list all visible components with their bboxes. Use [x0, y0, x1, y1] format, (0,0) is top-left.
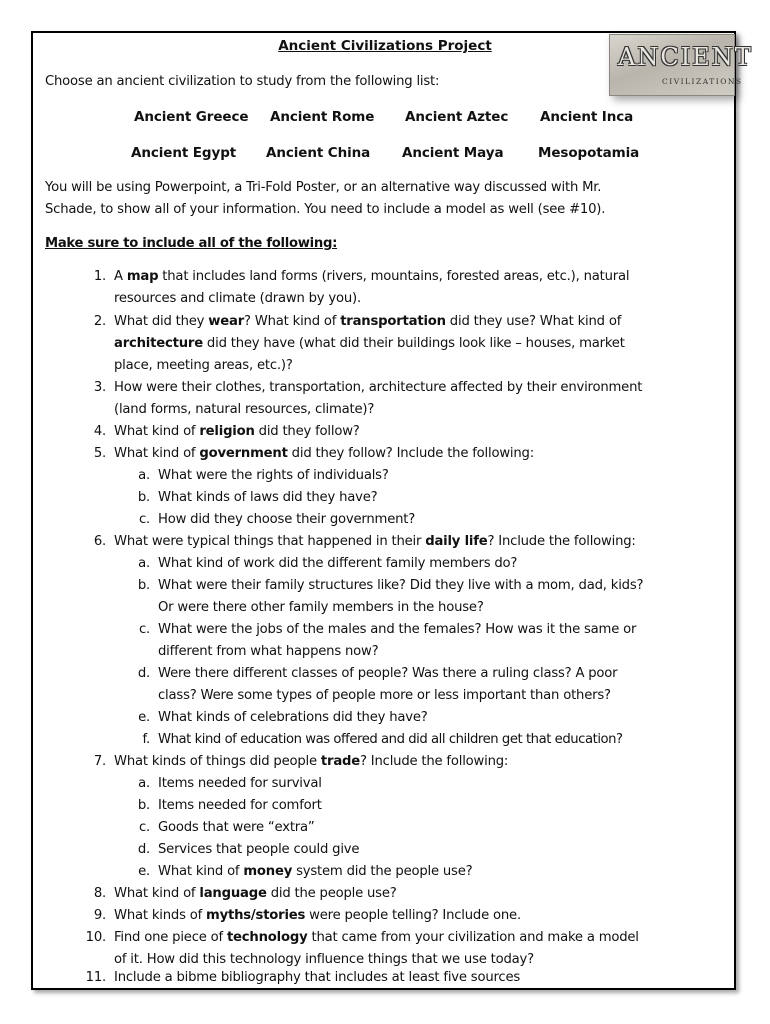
- sub-item: What were the jobs of the males and the females? How was it the same or: [158, 622, 637, 637]
- instructions-line-2: Schade, to show all of your information. You need to include a model as well (see #10).: [45, 202, 606, 217]
- item-number: 6.: [93, 534, 106, 549]
- sub-item: different from what happens now?: [158, 644, 379, 659]
- instructions-line-1: You will be using Powerpoint, a Tri-Fold Poster, or an alternative way discussed with Mr.: [45, 180, 602, 195]
- sub-letter: f.: [142, 732, 150, 747]
- sub-letter: c.: [138, 820, 150, 835]
- sub-letter: d.: [137, 666, 150, 681]
- sub-item: Services that people could give: [158, 842, 360, 857]
- sub-item: Items needed for survival: [158, 776, 322, 791]
- sub-item: What were the rights of individuals?: [158, 468, 389, 483]
- sub-letter: b.: [137, 490, 150, 505]
- sub-item: What kinds of laws did they have?: [158, 490, 378, 505]
- sub-letter: a.: [138, 776, 150, 791]
- list-item-wear: What did they wear? What kind of transportation did they use? What kind of: [114, 314, 622, 329]
- sub-letter: e.: [138, 864, 150, 879]
- item-number: 11.: [85, 970, 106, 985]
- list-item-language: What kind of language did the people use?: [114, 886, 397, 901]
- item-number: 5.: [93, 446, 106, 461]
- intro-text: Choose an ancient civilization to study from the following list:: [45, 74, 440, 89]
- list-item-environment: How were their clothes, transportation, architecture affected by their environment: [114, 380, 643, 395]
- civ-ancient-maya: Ancient Maya: [402, 145, 504, 161]
- item-number: 8.: [93, 886, 106, 901]
- item-number: 10.: [85, 930, 106, 945]
- logo-subtitle: CIVILIZATIONS: [662, 77, 743, 86]
- item-number: 7.: [93, 754, 106, 769]
- list-item-government: What kind of government did they follow? Include the following:: [114, 446, 534, 461]
- civ-ancient-inca: Ancient Inca: [540, 109, 634, 125]
- sub-letter: c.: [138, 512, 150, 527]
- sub-letter: b.: [137, 798, 150, 813]
- item-number: 9.: [93, 908, 106, 923]
- civ-mesopotamia: Mesopotamia: [538, 145, 640, 161]
- sub-item: Items needed for comfort: [158, 798, 322, 813]
- sub-letter: b.: [137, 578, 150, 593]
- item-number: 4.: [93, 424, 106, 439]
- list-item-myths: What kinds of myths/stories were people telling? Include one.: [114, 908, 521, 923]
- list-item-text: of it. How did this technology influence things that we use today?: [114, 952, 534, 967]
- list-item-text: resources and climate (drawn by you).: [114, 291, 361, 306]
- list-item-text: architecture did they have (what did their buildings look like – houses, market: [114, 336, 625, 351]
- list-item-trade: What kinds of things did people trade? Include the following:: [114, 754, 509, 769]
- sub-item: What kind of education was offered and did all children get that education?: [158, 732, 623, 747]
- sub-item: What kind of money system did the people use?: [158, 864, 473, 879]
- sub-item: What kind of work did the different family members do?: [158, 556, 518, 571]
- page-title: Ancient Civilizations Project: [278, 38, 492, 54]
- list-item-daily-life: What were typical things that happened in their daily life? Include the following:: [114, 534, 636, 549]
- civ-ancient-china: Ancient China: [266, 145, 371, 161]
- civ-ancient-rome: Ancient Rome: [270, 109, 375, 125]
- logo-word: ANCIENT: [618, 43, 753, 71]
- item-number: 1.: [93, 269, 106, 284]
- list-item-text: (land forms, natural resources, climate)?: [114, 402, 375, 417]
- sub-letter: d.: [137, 842, 150, 857]
- sub-letter: a.: [138, 468, 150, 483]
- sub-item: class? Were some types of people more or less important than others?: [158, 688, 611, 703]
- list-item-technology: Find one piece of technology that came from your civilization and make a model: [114, 930, 639, 945]
- civ-ancient-egypt: Ancient Egypt: [131, 145, 237, 161]
- item-number: 3.: [93, 380, 106, 395]
- sub-item: Goods that were “extra”: [158, 820, 315, 835]
- sub-letter: a.: [138, 556, 150, 571]
- civ-ancient-aztec: Ancient Aztec: [405, 109, 509, 125]
- list-item-text: place, meeting areas, etc.)?: [114, 358, 293, 373]
- sub-item: Or were there other family members in the house?: [158, 600, 484, 615]
- item-number: 2.: [93, 314, 106, 329]
- section-heading: Make sure to include all of the following:: [45, 236, 338, 251]
- sub-item: What kinds of celebrations did they have?: [158, 710, 428, 725]
- civ-ancient-greece: Ancient Greece: [134, 109, 249, 125]
- list-item-map: A map that includes land forms (rivers, mountains, forested areas, etc.), natural: [114, 269, 630, 284]
- sub-letter: e.: [138, 710, 150, 725]
- list-item-religion: What kind of religion did they follow?: [114, 424, 360, 439]
- sub-item: Were there different classes of people? Was there a ruling class? A poor: [158, 666, 618, 681]
- sub-letter: c.: [138, 622, 150, 637]
- sub-item: What were their family structures like? Did they live with a mom, dad, kids?: [158, 578, 644, 593]
- list-item-bibliography: Include a bibme bibliography that includes at least five sources: [114, 970, 521, 985]
- sub-item: How did they choose their government?: [158, 512, 416, 527]
